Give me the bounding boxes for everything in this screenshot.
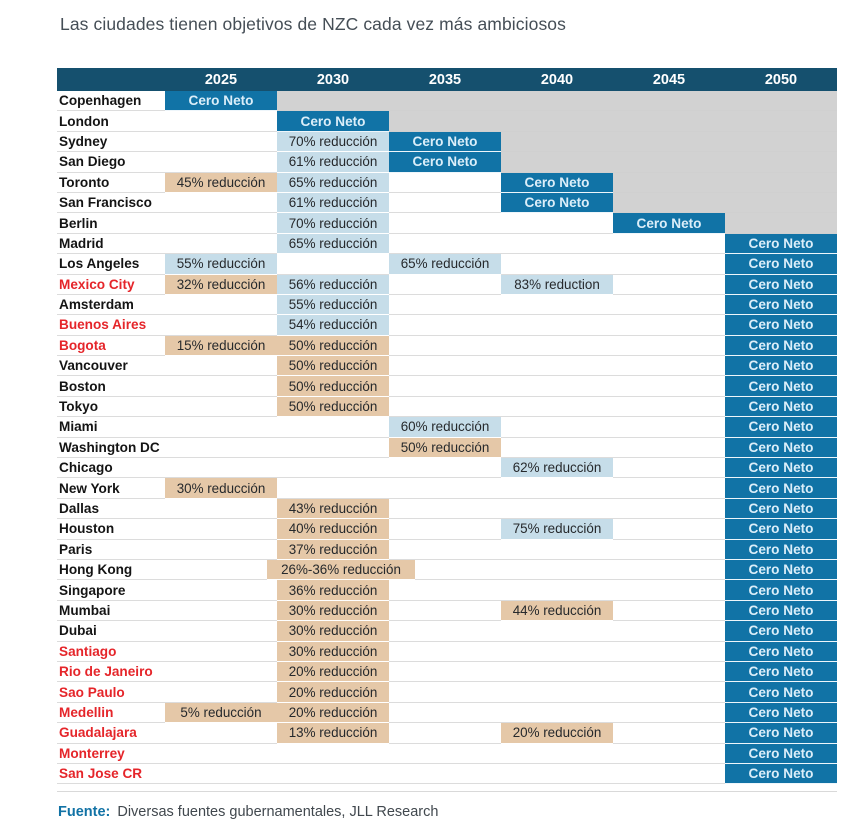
city-label: Los Angeles xyxy=(57,254,165,274)
empty-cell xyxy=(389,295,501,315)
reduction-cell: 75% reducción xyxy=(501,519,613,539)
empty-cell xyxy=(501,499,613,519)
net-zero-cell: Cero Neto xyxy=(725,723,837,743)
reduction-cell: 61% reducción xyxy=(277,152,389,172)
empty-cell xyxy=(389,519,501,539)
empty-cell xyxy=(613,315,725,335)
empty-cell xyxy=(725,132,837,152)
empty-cell xyxy=(165,560,277,580)
empty-cell xyxy=(501,478,613,498)
empty-cell xyxy=(613,580,725,600)
empty-cell xyxy=(277,764,389,784)
table-row xyxy=(57,234,837,254)
net-zero-cell: Cero Neto xyxy=(725,234,837,254)
city-label: Vancouver xyxy=(57,356,165,376)
reduction-cell: 55% reducción xyxy=(165,254,277,274)
empty-cell xyxy=(725,213,837,233)
table-row xyxy=(57,275,837,295)
empty-cell xyxy=(165,397,277,417)
empty-cell xyxy=(613,438,725,458)
empty-cell xyxy=(389,336,501,356)
empty-cell xyxy=(165,234,277,254)
empty-cell xyxy=(613,295,725,315)
empty-cell xyxy=(389,703,501,723)
table-row xyxy=(57,642,837,662)
empty-cell xyxy=(165,519,277,539)
empty-cell xyxy=(613,621,725,641)
empty-cell xyxy=(165,723,277,743)
table-row xyxy=(57,580,837,600)
city-label: Amsterdam xyxy=(57,295,165,315)
table-row xyxy=(57,438,837,458)
empty-cell xyxy=(613,744,725,764)
city-label: Madrid xyxy=(57,234,165,254)
empty-cell xyxy=(389,682,501,702)
empty-cell xyxy=(389,173,501,193)
net-zero-cell: Cero Neto xyxy=(725,417,837,437)
net-zero-cell: Cero Neto xyxy=(725,703,837,723)
reduction-cell: 43% reducción xyxy=(277,499,389,519)
empty-cell xyxy=(165,315,277,335)
city-label: Miami xyxy=(57,417,165,437)
net-zero-cell: Cero Neto xyxy=(725,478,837,498)
table-row xyxy=(57,560,837,580)
empty-cell xyxy=(165,580,277,600)
table-row xyxy=(57,499,837,519)
net-zero-cell: Cero Neto xyxy=(725,540,837,560)
net-zero-cell: Cero Neto xyxy=(725,642,837,662)
reduction-cell: 61% reducción xyxy=(277,193,389,213)
empty-cell xyxy=(501,642,613,662)
empty-cell xyxy=(501,295,613,315)
reduction-cell: 20% reducción xyxy=(501,723,613,743)
empty-cell xyxy=(501,356,613,376)
empty-cell xyxy=(165,376,277,396)
empty-cell xyxy=(389,111,501,131)
net-zero-cell: Cero Neto xyxy=(725,397,837,417)
city-label: Tokyo xyxy=(57,397,165,417)
net-zero-cell: Cero Neto xyxy=(725,499,837,519)
net-zero-cell: Cero Neto xyxy=(277,111,389,131)
net-zero-cell: Cero Neto xyxy=(725,254,837,274)
table-row xyxy=(57,519,837,539)
empty-cell xyxy=(165,621,277,641)
city-label: Mumbai xyxy=(57,601,165,621)
city-label: Mexico City xyxy=(57,275,165,295)
empty-cell xyxy=(613,458,725,478)
reduction-cell: 50% reducción xyxy=(277,397,389,417)
empty-cell xyxy=(165,356,277,376)
net-zero-cell: Cero Neto xyxy=(725,275,837,295)
empty-cell xyxy=(613,723,725,743)
reduction-cell: 30% reducción xyxy=(165,478,277,498)
reduction-cell: 55% reducción xyxy=(277,295,389,315)
reduction-cell: 56% reducción xyxy=(277,275,389,295)
reduction-cell: 40% reducción xyxy=(277,519,389,539)
empty-cell xyxy=(613,91,725,111)
empty-cell xyxy=(389,458,501,478)
empty-cell xyxy=(277,254,389,274)
empty-cell xyxy=(725,173,837,193)
empty-cell xyxy=(725,193,837,213)
table-row xyxy=(57,213,837,233)
empty-cell xyxy=(501,91,613,111)
city-label: Hong Kong xyxy=(57,560,165,580)
empty-cell xyxy=(613,254,725,274)
empty-cell xyxy=(501,376,613,396)
table-row xyxy=(57,458,837,478)
page-title: Las ciudades tienen objetivos de NZC cada vez más ambiciosos xyxy=(60,14,566,34)
city-label: Dallas xyxy=(57,499,165,519)
empty-cell xyxy=(501,540,613,560)
city-label: Chicago xyxy=(57,458,165,478)
source-text: Diversas fuentes gubernamentales, JLL Research xyxy=(117,804,439,820)
table-row xyxy=(57,703,837,723)
table-row xyxy=(57,764,837,784)
empty-cell xyxy=(501,397,613,417)
empty-cell xyxy=(165,499,277,519)
empty-cell xyxy=(613,703,725,723)
reduction-cell: 20% reducción xyxy=(277,662,389,682)
city-label: Sao Paulo xyxy=(57,682,165,702)
empty-cell xyxy=(165,601,277,621)
empty-cell xyxy=(501,662,613,682)
reduction-cell: 45% reducción xyxy=(165,173,277,193)
net-zero-cell: Cero Neto xyxy=(725,295,837,315)
reduction-cell: 20% reducción xyxy=(277,703,389,723)
empty-cell xyxy=(613,682,725,702)
net-zero-cell: Cero Neto xyxy=(725,560,837,580)
empty-cell xyxy=(277,458,389,478)
empty-cell xyxy=(613,336,725,356)
empty-cell xyxy=(613,152,725,172)
year-header: 2030 xyxy=(316,71,350,88)
empty-cell xyxy=(165,152,277,172)
empty-cell xyxy=(389,764,501,784)
net-zero-cell: Cero Neto xyxy=(725,621,837,641)
empty-cell xyxy=(501,682,613,702)
empty-cell xyxy=(389,744,501,764)
empty-cell xyxy=(501,703,613,723)
net-zero-cell: Cero Neto xyxy=(613,213,725,233)
city-label: New York xyxy=(57,478,165,498)
empty-cell xyxy=(613,560,725,580)
empty-cell xyxy=(501,315,613,335)
year-header: 2050 xyxy=(764,71,798,88)
reduction-cell: 30% reducción xyxy=(277,642,389,662)
city-label: San Francisco xyxy=(57,193,165,213)
city-label: Dubai xyxy=(57,621,165,641)
net-zero-cell: Cero Neto xyxy=(389,152,501,172)
empty-cell xyxy=(165,540,277,560)
table-row xyxy=(57,315,837,335)
reduction-cell: 50% reducción xyxy=(389,438,501,458)
footer-divider xyxy=(57,791,837,792)
empty-cell xyxy=(613,356,725,376)
table-row xyxy=(57,723,837,743)
reduction-cell: 44% reducción xyxy=(501,601,613,621)
table-row xyxy=(57,295,837,315)
empty-cell xyxy=(501,438,613,458)
reduction-cell: 60% reducción xyxy=(389,417,501,437)
year-header: 2040 xyxy=(540,71,574,88)
net-zero-cell: Cero Neto xyxy=(501,193,613,213)
reduction-cell: 65% reducción xyxy=(277,234,389,254)
table-row xyxy=(57,336,837,356)
net-zero-cell: Cero Neto xyxy=(725,438,837,458)
empty-cell xyxy=(501,213,613,233)
city-label: Buenos Aires xyxy=(57,315,165,335)
reduction-cell: 20% reducción xyxy=(277,682,389,702)
table-row xyxy=(57,254,837,274)
table-row xyxy=(57,478,837,498)
empty-cell xyxy=(277,417,389,437)
empty-cell xyxy=(165,295,277,315)
city-label: Santiago xyxy=(57,642,165,662)
empty-cell xyxy=(613,519,725,539)
empty-cell xyxy=(501,621,613,641)
net-zero-cell: Cero Neto xyxy=(725,682,837,702)
empty-cell xyxy=(165,438,277,458)
table-row xyxy=(57,662,837,682)
empty-cell xyxy=(501,152,613,172)
empty-cell xyxy=(613,376,725,396)
empty-cell xyxy=(165,642,277,662)
year-header-row xyxy=(57,68,837,91)
reduction-cell: 65% reducción xyxy=(277,173,389,193)
empty-cell xyxy=(389,723,501,743)
reduction-cell: 50% reducción xyxy=(277,336,389,356)
city-label: Washington DC xyxy=(57,438,165,458)
empty-cell xyxy=(389,193,501,213)
empty-cell xyxy=(613,111,725,131)
empty-cell xyxy=(389,540,501,560)
empty-cell xyxy=(389,621,501,641)
net-zero-cell: Cero Neto xyxy=(725,744,837,764)
empty-cell xyxy=(389,662,501,682)
empty-cell xyxy=(389,275,501,295)
net-zero-cell: Cero Neto xyxy=(725,601,837,621)
table-row xyxy=(57,601,837,621)
city-label: London xyxy=(57,111,165,131)
reduction-cell: 70% reducción xyxy=(277,213,389,233)
reduction-cell: 83% reduction xyxy=(501,275,613,295)
empty-cell xyxy=(389,234,501,254)
net-zero-cell: Cero Neto xyxy=(165,91,277,111)
empty-cell xyxy=(613,478,725,498)
empty-cell xyxy=(501,254,613,274)
net-zero-cell: Cero Neto xyxy=(389,132,501,152)
empty-cell xyxy=(165,744,277,764)
reduction-cell: 30% reducción xyxy=(277,601,389,621)
year-header: 2045 xyxy=(652,71,686,88)
reduction-cell: 13% reducción xyxy=(277,723,389,743)
table-row xyxy=(57,152,837,172)
empty-cell xyxy=(613,275,725,295)
city-label: Copenhagen xyxy=(57,91,165,111)
table-row xyxy=(57,91,837,111)
net-zero-cell: Cero Neto xyxy=(725,458,837,478)
reduction-cell: 32% reducción xyxy=(165,275,277,295)
city-label: Sydney xyxy=(57,132,165,152)
table-row xyxy=(57,417,837,437)
empty-cell xyxy=(389,642,501,662)
empty-cell xyxy=(501,560,613,580)
empty-cell xyxy=(725,111,837,131)
city-label: Toronto xyxy=(57,173,165,193)
empty-cell xyxy=(613,417,725,437)
empty-cell xyxy=(501,580,613,600)
net-zero-cell: Cero Neto xyxy=(725,356,837,376)
empty-cell xyxy=(165,458,277,478)
year-header: 2035 xyxy=(428,71,462,88)
empty-cell xyxy=(165,662,277,682)
empty-cell xyxy=(501,764,613,784)
reduction-cell: 15% reducción xyxy=(165,336,277,356)
table-row xyxy=(57,397,837,417)
table-row xyxy=(57,193,837,213)
city-label: Medellin xyxy=(57,703,165,723)
empty-cell xyxy=(613,193,725,213)
empty-cell xyxy=(501,336,613,356)
empty-cell xyxy=(165,111,277,131)
empty-cell xyxy=(389,397,501,417)
empty-cell xyxy=(165,682,277,702)
reduction-cell: 62% reducción xyxy=(501,458,613,478)
net-zero-cell: Cero Neto xyxy=(725,336,837,356)
empty-cell xyxy=(165,132,277,152)
nzc-targets-table xyxy=(57,68,837,784)
empty-cell xyxy=(389,213,501,233)
reduction-cell: 26%-36% reducción xyxy=(267,560,415,580)
city-label: Monterrey xyxy=(57,744,165,764)
empty-cell xyxy=(165,764,277,784)
table-row xyxy=(57,682,837,702)
city-label: Bogota xyxy=(57,336,165,356)
empty-cell xyxy=(277,744,389,764)
city-label: Boston xyxy=(57,376,165,396)
empty-cell xyxy=(501,744,613,764)
table-row xyxy=(57,744,837,764)
empty-cell xyxy=(501,132,613,152)
empty-cell xyxy=(725,152,837,172)
year-header: 2025 xyxy=(204,71,238,88)
empty-cell xyxy=(389,601,501,621)
empty-cell xyxy=(613,764,725,784)
city-label: Rio de Janeiro xyxy=(57,662,165,682)
empty-cell xyxy=(613,499,725,519)
city-label: Berlin xyxy=(57,213,165,233)
table-row xyxy=(57,173,837,193)
empty-cell xyxy=(389,478,501,498)
empty-cell xyxy=(501,111,613,131)
reduction-cell: 5% reducción xyxy=(165,703,277,723)
empty-cell xyxy=(165,417,277,437)
net-zero-cell: Cero Neto xyxy=(725,376,837,396)
empty-cell xyxy=(613,642,725,662)
table-body xyxy=(57,91,837,784)
empty-cell xyxy=(725,91,837,111)
empty-cell xyxy=(389,356,501,376)
table-row xyxy=(57,111,837,131)
empty-cell xyxy=(613,662,725,682)
city-label: Guadalajara xyxy=(57,723,165,743)
reduction-cell: 36% reducción xyxy=(277,580,389,600)
table-row xyxy=(57,376,837,396)
reduction-cell: 70% reducción xyxy=(277,132,389,152)
net-zero-cell: Cero Neto xyxy=(725,519,837,539)
net-zero-cell: Cero Neto xyxy=(725,662,837,682)
empty-cell xyxy=(613,601,725,621)
city-label: Paris xyxy=(57,540,165,560)
empty-cell xyxy=(277,438,389,458)
source-note xyxy=(58,804,438,820)
empty-cell xyxy=(613,234,725,254)
net-zero-cell: Cero Neto xyxy=(725,764,837,784)
empty-cell xyxy=(613,132,725,152)
source-label: Fuente: xyxy=(58,804,111,820)
city-label: San Diego xyxy=(57,152,165,172)
empty-cell xyxy=(389,499,501,519)
empty-cell xyxy=(277,478,389,498)
empty-cell xyxy=(165,193,277,213)
city-label: San Jose CR xyxy=(57,764,165,784)
empty-cell xyxy=(613,540,725,560)
empty-cell xyxy=(613,397,725,417)
reduction-cell: 50% reducción xyxy=(277,356,389,376)
city-label: Singapore xyxy=(57,580,165,600)
net-zero-cell: Cero Neto xyxy=(725,315,837,335)
net-zero-cell: Cero Neto xyxy=(501,173,613,193)
empty-cell xyxy=(389,580,501,600)
reduction-cell: 30% reducción xyxy=(277,621,389,641)
empty-cell xyxy=(613,173,725,193)
table-row xyxy=(57,132,837,152)
empty-cell xyxy=(389,315,501,335)
reduction-cell: 50% reducción xyxy=(277,376,389,396)
empty-cell xyxy=(389,376,501,396)
empty-cell xyxy=(165,213,277,233)
reduction-cell: 65% reducción xyxy=(389,254,501,274)
reduction-cell: 54% reducción xyxy=(277,315,389,335)
empty-cell xyxy=(501,417,613,437)
net-zero-cell: Cero Neto xyxy=(725,580,837,600)
empty-cell xyxy=(277,91,389,111)
table-row xyxy=(57,540,837,560)
city-label: Houston xyxy=(57,519,165,539)
empty-cell xyxy=(501,234,613,254)
reduction-cell: 37% reducción xyxy=(277,540,389,560)
table-row xyxy=(57,621,837,641)
empty-cell xyxy=(389,91,501,111)
table-row xyxy=(57,356,837,376)
